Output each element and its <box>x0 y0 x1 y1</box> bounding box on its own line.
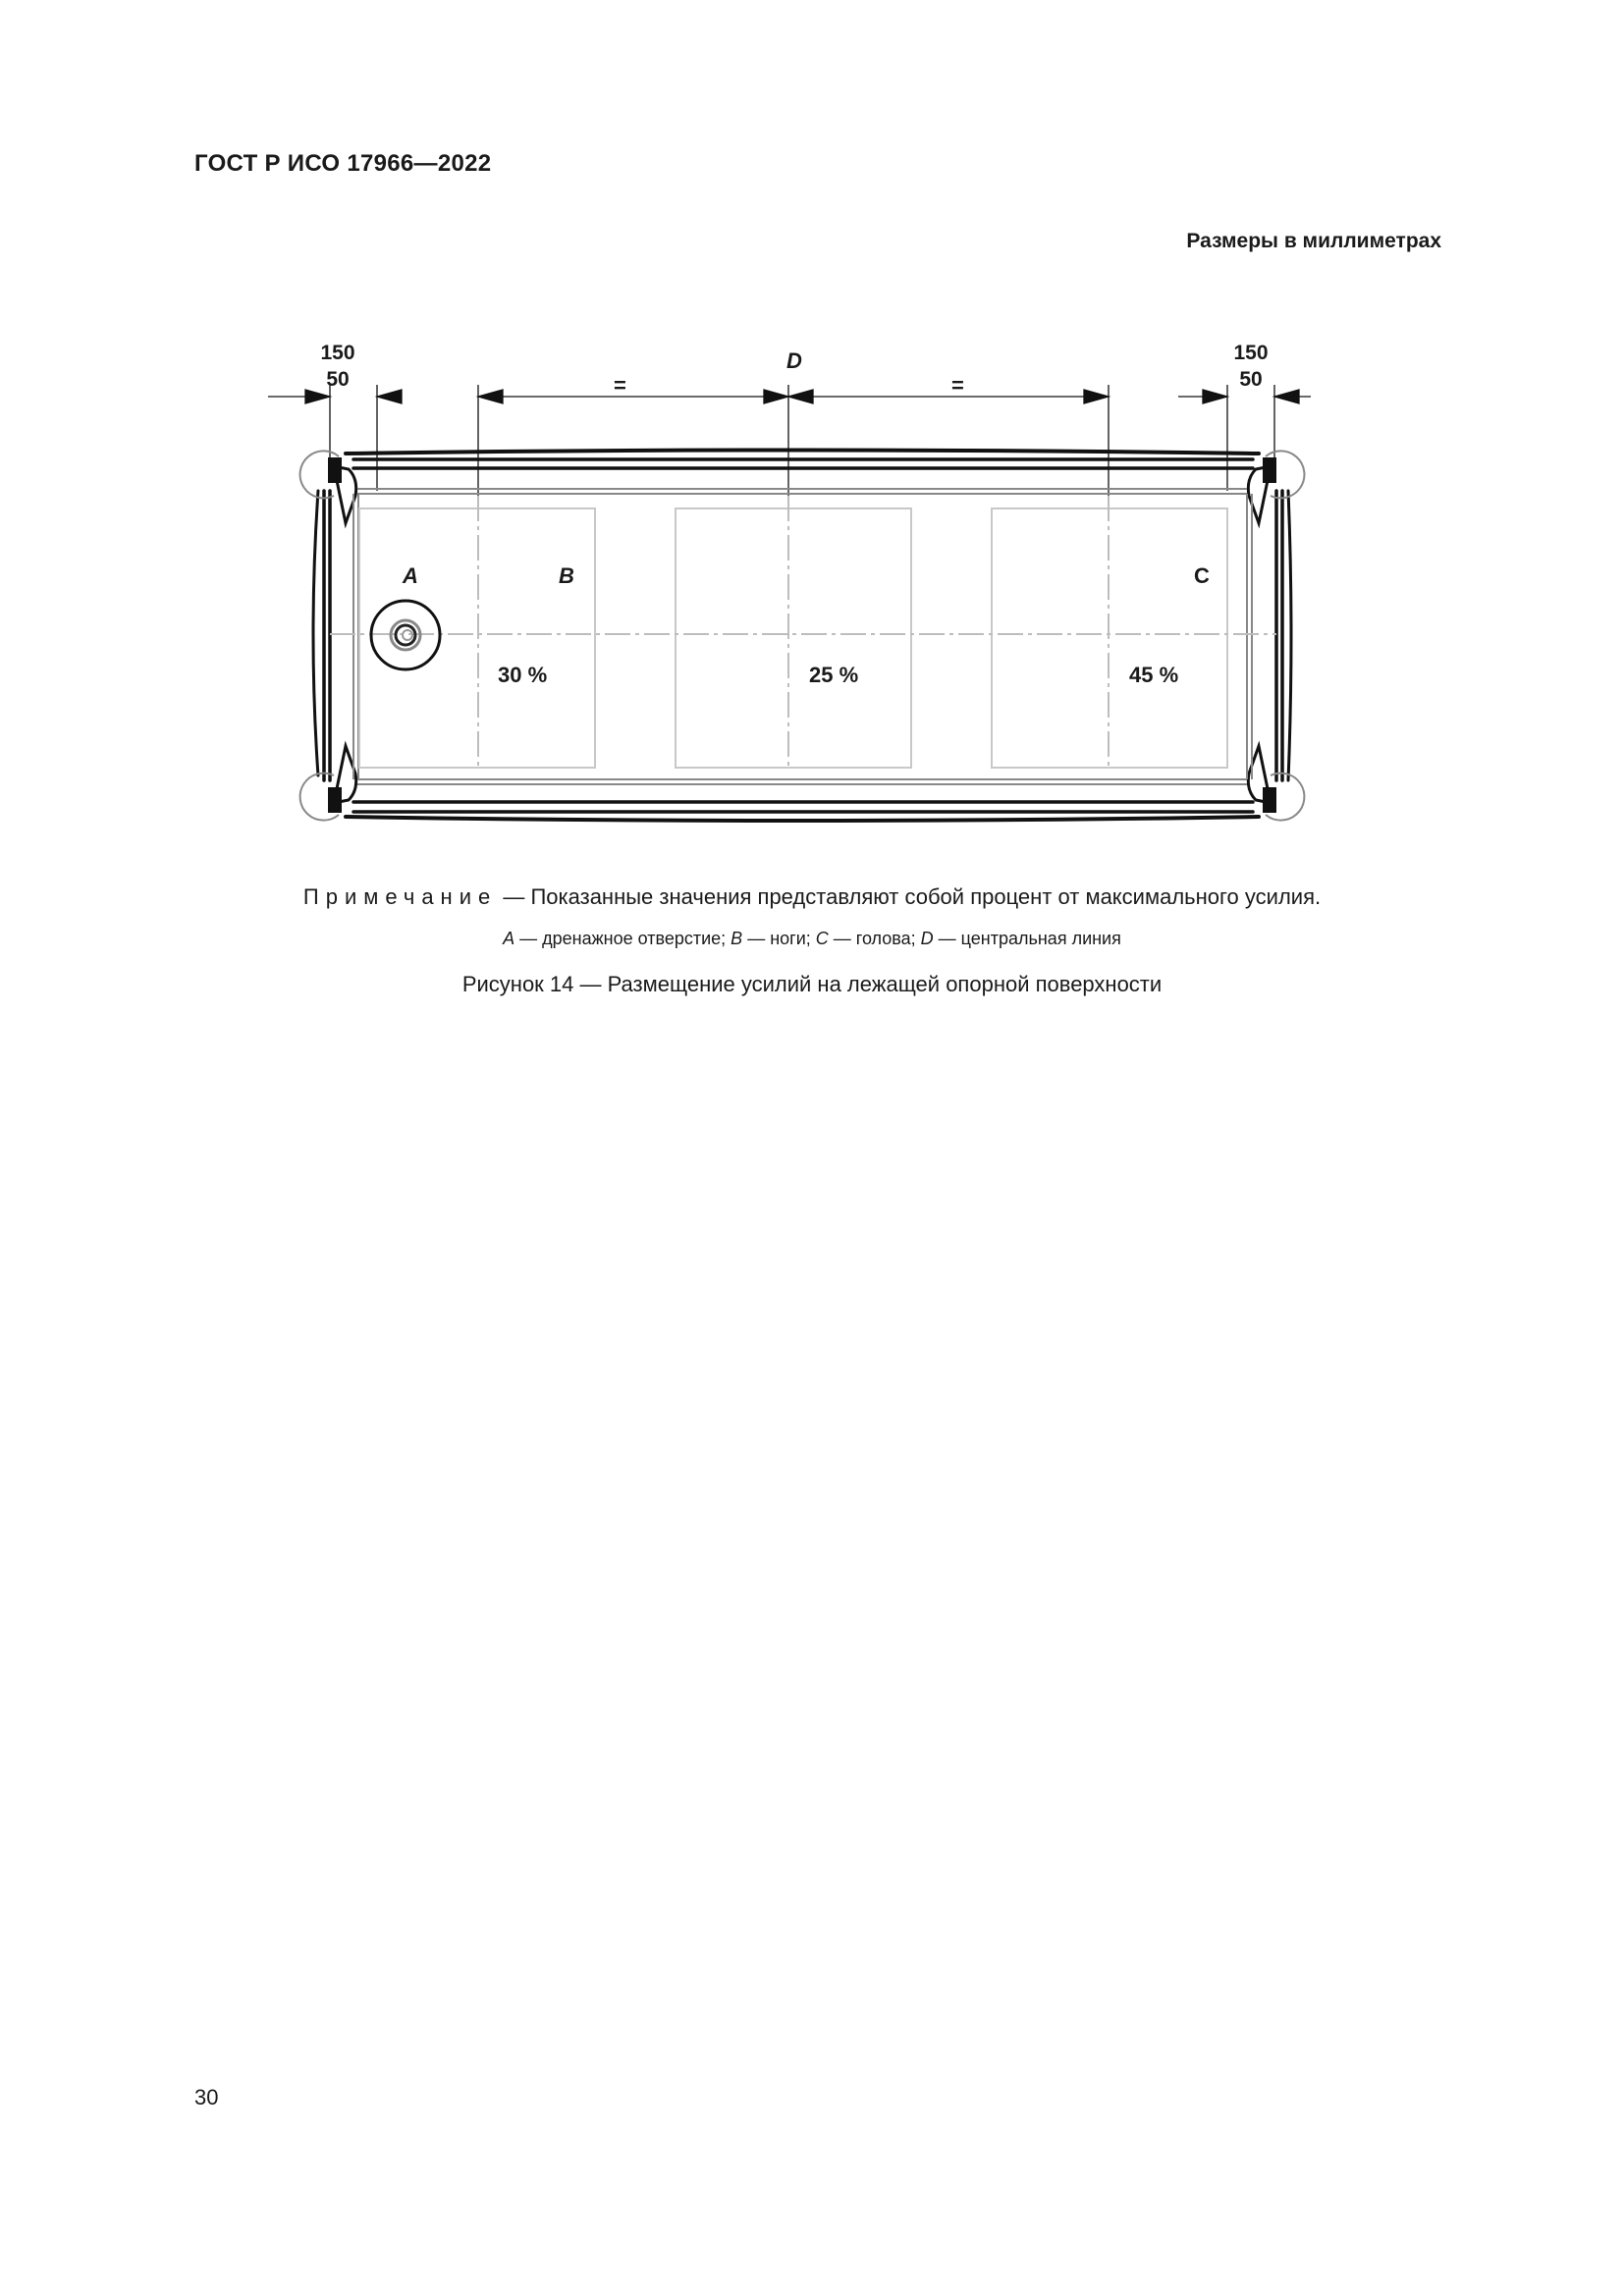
legend-text-d: — центральная линия <box>933 929 1121 948</box>
load-zones <box>359 508 1227 768</box>
zone-center-box <box>676 508 911 768</box>
equal-sign-right: = <box>951 373 964 398</box>
figure-legend <box>0 929 1624 949</box>
document-header-title: ГОСТ Р ИСО 17966—2022 <box>194 150 492 177</box>
dim-right-50: 50 <box>1239 368 1263 391</box>
label-a-drain: A <box>403 563 418 588</box>
equal-sign-left: = <box>614 373 626 398</box>
note-label: Примечание <box>302 884 498 909</box>
figure-note <box>0 884 1624 910</box>
zone-center-percent: 25 % <box>809 663 859 687</box>
extension-lines <box>330 385 1274 510</box>
label-b-feet: B <box>559 563 574 588</box>
tub-inner-gray <box>300 451 1305 820</box>
legend-text-b: — ноги; <box>742 929 816 948</box>
legend-text-a: — дренажное отверстие; <box>514 929 731 948</box>
dim-left-150: 150 <box>320 342 355 364</box>
dim-left-50: 50 <box>326 368 350 391</box>
bathtub-technical-drawing <box>0 0 1624 864</box>
legend-key-b: B <box>731 929 743 948</box>
figure-14-drawing <box>0 0 1624 864</box>
legend-key-a: A <box>503 929 515 948</box>
figure-caption: Рисунок 14 — Размещение усилий на лежащей опорной поверхности <box>461 972 1163 996</box>
zone-feet-percent: 30 % <box>498 663 548 687</box>
tub-outline <box>313 451 1291 822</box>
note-text: — Показанные значения представляют собой процент от максимального усилия. <box>497 884 1322 909</box>
legend-key-c: C <box>815 929 829 948</box>
legend-key-d: D <box>920 929 934 948</box>
dimension-lines <box>268 390 1311 403</box>
label-d-centerline: D <box>786 348 802 373</box>
centerlines <box>330 496 1276 768</box>
zone-head-percent: 45 % <box>1129 663 1179 687</box>
dim-right-150: 150 <box>1233 342 1269 364</box>
legend-text-c: — голова; <box>828 929 921 948</box>
units-note: Размеры в миллиметрах <box>1186 230 1441 252</box>
label-c-head: C <box>1194 563 1210 588</box>
page-number: 30 <box>194 2085 219 2109</box>
